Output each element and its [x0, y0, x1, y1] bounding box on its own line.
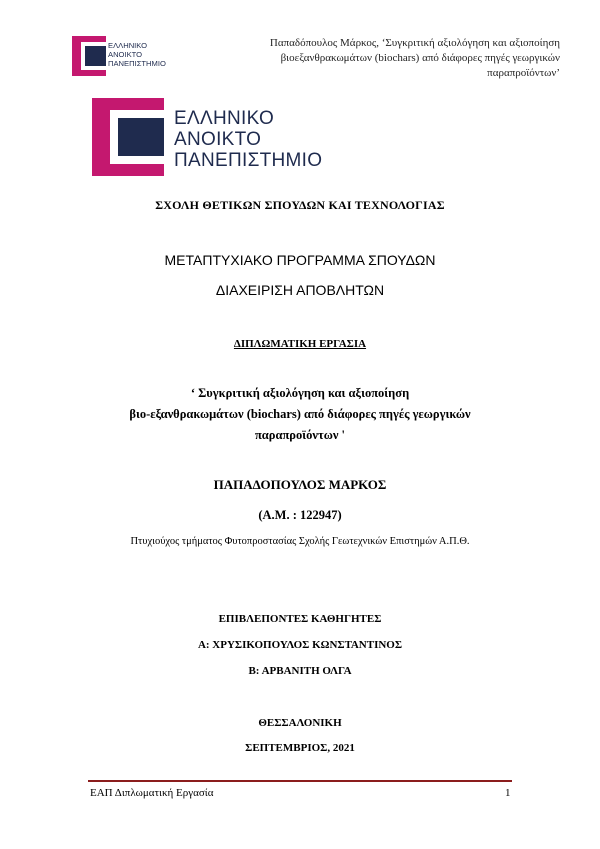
supervisors-heading: ΕΠΙΒΛΕΠΟΝΤΕΣ ΚΑΘΗΓΗΤΕΣ [218, 613, 382, 625]
thesis-title-line1: ‘ Συγκριτική αξιολόγηση και αξιοποίηση [190, 386, 410, 400]
university-logo-line3: ΠΑΝΕΠΙΣΤΗΜΙΟ [174, 150, 323, 171]
footer-divider [88, 780, 512, 782]
university-logo-line1: ΕΛΛΗΝΙΚΟ [174, 108, 275, 129]
header-logo-line2: ΑΝΟΙΚΤΟ [108, 50, 143, 60]
program-name: ΜΕΤΑΠΤΥΧΙΑΚΟ ΠΡΟΓΡΑΜΜΑ ΣΠΟΥΔΩΝ [164, 252, 436, 268]
supervisor-a: Α: ΧΡΥΣΙΚΟΠΟΥΛΟΣ ΚΩΝΣΤΑΝΤΙΝΟΣ [197, 639, 403, 651]
author-degree: Πτυχιούχος τμήματος Φυτοπροστασίας Σχολής Γεωτεχνικών Επιστημών Α.Π.Θ. [130, 536, 470, 547]
logo-mark-icon [72, 36, 106, 76]
running-header-line2: βιοεξανθρακωμάτων (biochars) από διάφορες πηγές γεωργικών [280, 52, 560, 64]
header-logo-line3: ΠΑΝΕΠΙΣΤΗΜΙΟ [108, 59, 166, 69]
university-logo-line2: ΑΝΟΙΚΤΟ [174, 129, 262, 150]
city: ΘΕΣΣΑΛΟΝΙΚΗ [258, 717, 342, 729]
university-logo-mark-icon [92, 98, 164, 176]
running-header [230, 36, 560, 81]
thesis-title-line3: παραπροϊόντων ' [254, 428, 346, 442]
university-logo [92, 98, 332, 178]
date: ΣΕΠΤΕΜΒΡΙΟΣ, 2021 [245, 742, 355, 754]
supervisor-b: Β: ΑΡΒΑΝΙΤΗ ΟΛΓΑ [248, 665, 352, 677]
thesis-title-line2: βιο-εξανθρακωμάτων (biochars) από διάφορες πηγές γεωργικών [129, 407, 471, 421]
header-university-logo [72, 36, 172, 76]
author-name: ΠΑΠΑΔΟΠΟΥΛΟΣ ΜΑΡΚΟΣ [213, 477, 387, 492]
page-number: 1 [505, 787, 511, 799]
running-header-line3: παραπροϊόντων’ [487, 67, 560, 79]
footer-label: ΕΑΠ Διπλωματική Εργασία [90, 787, 214, 799]
header-logo-line1: ΕΛΛΗΝΙΚΟ [108, 41, 148, 50]
header-logo-text [108, 41, 166, 69]
program-subject: ΔΙΑΧΕΙΡΙΣΗ ΑΠΟΒΛΗΤΩΝ [215, 282, 385, 298]
school-name: ΣΧΟΛΗ ΘΕΤΙΚΩΝ ΣΠΟΥΔΩΝ ΚΑΙ ΤΕΧΝΟΛΟΓΙΑΣ [155, 198, 445, 212]
student-id: (Α.Μ. : 122947) [258, 508, 342, 522]
running-header-line1: Παπαδόπουλος Μάρκος, ‘Συγκριτική αξιολόγηση και αξιοποίηση [269, 37, 560, 49]
university-logo-text [174, 108, 322, 171]
thesis-type: ΔΙΠΛΩΜΑΤΙΚΗ ΕΡΓΑΣΙΑ [233, 338, 367, 350]
